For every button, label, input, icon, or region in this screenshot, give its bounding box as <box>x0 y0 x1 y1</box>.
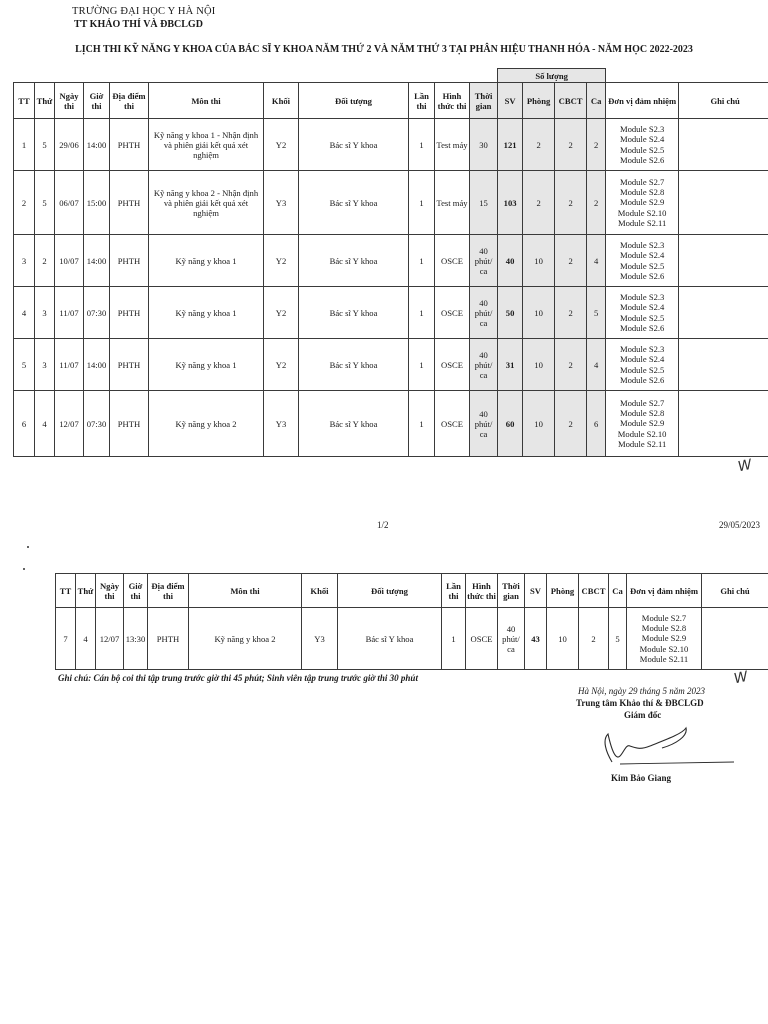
cell-doi-tuong: Bác sĩ Y khoa <box>299 339 409 391</box>
cell-cbct: 2 <box>555 339 587 391</box>
cell-doi-tuong: Bác sĩ Y khoa <box>299 235 409 287</box>
cell-sv: 31 <box>498 339 523 391</box>
cell-lan: 1 <box>409 171 435 235</box>
col-hinh-thuc: Hình thức thi <box>466 574 498 608</box>
cell-lan: 1 <box>409 287 435 339</box>
cell-thu: 3 <box>35 287 55 339</box>
col-sv: SV <box>498 83 523 119</box>
cell-tt: 6 <box>14 391 35 457</box>
cell-don-vi <box>606 287 679 339</box>
cell-thu: 5 <box>35 171 55 235</box>
cell-tt: 4 <box>14 287 35 339</box>
cell-gio: 15:00 <box>84 171 110 235</box>
cell-thoi-gian: 40 phút/ ca <box>498 608 525 670</box>
org-line-2: TT KHẢO THÍ VÀ ĐBCLGD <box>74 19 203 30</box>
col-don-vi: Đơn vị đảm nhiệm <box>627 574 702 608</box>
col-khoi: Khối <box>302 574 338 608</box>
module-item: Module S2.5 <box>619 364 665 375</box>
cell-ghi-chu <box>679 171 768 235</box>
cell-tt: 5 <box>14 339 35 391</box>
cell-hinh-thuc: OSCE <box>435 287 470 339</box>
cell-sv: 121 <box>498 119 523 171</box>
cell-tt: 2 <box>14 171 35 235</box>
cell-tt: 7 <box>56 608 76 670</box>
cell-mon: Kỹ năng y khoa 2 <box>189 608 302 670</box>
cell-phong: 2 <box>523 171 555 235</box>
cell-dia-diem: PHTH <box>148 608 189 670</box>
handwritten-initials: W <box>732 668 750 688</box>
col-ghi-chu: Ghi chú <box>679 83 768 119</box>
cell-phong: 10 <box>523 235 555 287</box>
cell-gio: 14:00 <box>84 235 110 287</box>
cell-sv: 50 <box>498 287 523 339</box>
cell-gio: 07:30 <box>84 287 110 339</box>
col-tt: TT <box>14 83 35 119</box>
cell-ca: 2 <box>587 119 606 171</box>
table-row <box>56 608 768 670</box>
col-cbct: CBCT <box>579 574 609 608</box>
module-item: Module S2.11 <box>639 653 689 664</box>
cell-doi-tuong: Bác sĩ Y khoa <box>299 119 409 171</box>
cell-mon: Kỹ năng y khoa 1 - Nhận định và phiên giải kết quả xét nghiệm <box>149 119 264 171</box>
cell-tt: 1 <box>14 119 35 171</box>
cell-ngay: 12/07 <box>55 391 84 457</box>
cell-don-vi <box>606 391 679 457</box>
module-item: Module S2.3 <box>619 344 665 355</box>
col-mon: Môn thi <box>189 574 302 608</box>
cell-cbct: 2 <box>555 119 587 171</box>
org-line-1: TRƯỜNG ĐẠI HỌC Y HÀ NỘI <box>72 6 216 17</box>
module-item: Module S2.5 <box>619 144 665 155</box>
cell-khoi: Y2 <box>264 235 299 287</box>
cell-dia-diem: PHTH <box>110 287 149 339</box>
scan-speck <box>23 568 25 570</box>
cell-hinh-thuc: OSCE <box>435 339 470 391</box>
col-phong: Phòng <box>547 574 579 608</box>
module-item: Module S2.6 <box>619 154 665 165</box>
cell-gio: 07:30 <box>84 391 110 457</box>
col-ca: Ca <box>609 574 627 608</box>
module-item: Module S2.4 <box>619 134 665 145</box>
cell-lan: 1 <box>409 391 435 457</box>
cell-ngay: 12/07 <box>96 608 124 670</box>
cell-doi-tuong: Bác sĩ Y khoa <box>299 391 409 457</box>
module-item: Module S2.8 <box>619 408 665 419</box>
module-item: Module S2.4 <box>619 250 665 261</box>
print-date: 29/05/2023 <box>719 520 761 530</box>
col-phong: Phòng <box>523 83 555 119</box>
cell-mon: Kỹ năng y khoa 2 - Nhận định và phiên giải kết quả xét nghiệm <box>149 171 264 235</box>
module-item: Module S2.10 <box>639 643 689 654</box>
handwritten-initials: W <box>736 456 754 476</box>
cell-cbct: 2 <box>555 171 587 235</box>
cell-phong: 2 <box>523 119 555 171</box>
col-gio: Giờ thi <box>124 574 148 608</box>
schedule-table-page-1 <box>13 68 768 457</box>
cell-phong: 10 <box>523 287 555 339</box>
table-row <box>14 339 768 391</box>
cell-thu: 3 <box>35 339 55 391</box>
cell-mon: Kỹ năng y khoa 2 <box>149 391 264 457</box>
cell-gio: 14:00 <box>84 119 110 171</box>
cell-cbct: 2 <box>555 287 587 339</box>
header-row-top <box>14 69 768 83</box>
quantity-group-header: Số lượng <box>498 69 606 83</box>
cell-doi-tuong: Bác sĩ Y khoa <box>299 171 409 235</box>
cell-hinh-thuc: OSCE <box>435 391 470 457</box>
signature-organization: Trung tâm Khảo thí & ĐBCLGD <box>576 698 704 708</box>
module-item: Module S2.7 <box>641 612 687 623</box>
signature-role: Giám đốc <box>624 710 662 720</box>
module-item: Module S2.4 <box>619 354 665 365</box>
cell-thu: 4 <box>35 391 55 457</box>
cell-don-vi <box>606 119 679 171</box>
col-mon: Môn thi <box>149 83 264 119</box>
cell-lan: 1 <box>409 119 435 171</box>
cell-thoi-gian: 40 phút/ ca <box>470 391 498 457</box>
col-don-vi: Đơn vị đảm nhiệm <box>606 83 679 119</box>
cell-don-vi <box>606 235 679 287</box>
cell-phong: 10 <box>523 339 555 391</box>
cell-ghi-chu <box>679 119 768 171</box>
module-item: Module S2.8 <box>641 623 687 634</box>
cell-dia-diem: PHTH <box>110 391 149 457</box>
col-gio: Giờ thi <box>84 83 110 119</box>
col-hinh-thuc: Hình thức thi <box>435 83 470 119</box>
col-khoi: Khối <box>264 83 299 119</box>
cell-cbct: 2 <box>555 235 587 287</box>
module-item: Module S2.5 <box>619 312 665 323</box>
col-ghi-chu: Ghi chú <box>702 574 768 608</box>
col-thu: Thứ <box>76 574 96 608</box>
col-cbct: CBCT <box>555 83 587 119</box>
module-item: Module S2.10 <box>617 207 667 218</box>
module-item: Module S2.7 <box>619 397 665 408</box>
header-row <box>56 574 768 608</box>
col-tt: TT <box>56 574 76 608</box>
cell-sv: 40 <box>498 235 523 287</box>
cell-thu: 4 <box>76 608 96 670</box>
module-item: Module S2.6 <box>619 270 665 281</box>
module-item: Module S2.10 <box>617 428 667 439</box>
module-item: Module S2.3 <box>619 240 665 251</box>
cell-tt: 3 <box>14 235 35 287</box>
table-row <box>14 287 768 339</box>
cell-ghi-chu <box>679 235 768 287</box>
cell-khoi: Y2 <box>264 339 299 391</box>
module-item: Module S2.4 <box>619 302 665 313</box>
module-item: Module S2.6 <box>619 374 665 385</box>
cell-don-vi <box>606 171 679 235</box>
header-row <box>14 83 768 119</box>
cell-hinh-thuc: Test máy <box>435 171 470 235</box>
scan-speck <box>27 546 29 548</box>
module-item: Module S2.11 <box>617 438 667 449</box>
table-row <box>14 235 768 287</box>
col-ngay: Ngày thi <box>96 574 124 608</box>
cell-khoi: Y3 <box>264 171 299 235</box>
col-thoi-gian: Thời gian <box>470 83 498 119</box>
cell-dia-diem: PHTH <box>110 339 149 391</box>
cell-khoi: Y2 <box>264 119 299 171</box>
col-doi-tuong: Đối tượng <box>338 574 442 608</box>
cell-ngay: 11/07 <box>55 287 84 339</box>
cell-hinh-thuc: OSCE <box>435 235 470 287</box>
col-ngay: Ngày thi <box>55 83 84 119</box>
module-item: Module S2.7 <box>619 176 665 187</box>
table-row <box>14 119 768 171</box>
col-dia-diem: Địa điểm thi <box>148 574 189 608</box>
cell-ngay: 11/07 <box>55 339 84 391</box>
cell-don-vi <box>627 608 702 670</box>
page-number: 1/2 <box>377 520 389 530</box>
cell-lan: 1 <box>409 235 435 287</box>
module-item: Module S2.3 <box>619 292 665 303</box>
cell-sv: 43 <box>525 608 547 670</box>
cell-mon: Kỹ năng y khoa 1 <box>149 339 264 391</box>
cell-ca: 4 <box>587 339 606 391</box>
cell-dia-diem: PHTH <box>110 235 149 287</box>
cell-thu: 2 <box>35 235 55 287</box>
col-dia-diem: Địa điểm thi <box>110 83 149 119</box>
module-item: Module S2.3 <box>619 124 665 135</box>
col-ca: Ca <box>587 83 606 119</box>
document-title: LỊCH THI KỸ NĂNG Y KHOA CỦA BÁC SĨ Y KHOA NĂM THỨ 2 VÀ NĂM THỨ 3 TẠI PHÂN HIỆU THANH HÓA - NĂM HỌC 2022-2023 <box>75 44 693 55</box>
cell-dia-diem: PHTH <box>110 171 149 235</box>
cell-mon: Kỹ năng y khoa 1 <box>149 287 264 339</box>
signer-name: Kim Bảo Giang <box>611 773 672 783</box>
cell-ghi-chu <box>679 339 768 391</box>
cell-mon: Kỹ năng y khoa 1 <box>149 235 264 287</box>
cell-gio: 13:30 <box>124 608 148 670</box>
cell-dia-diem: PHTH <box>110 119 149 171</box>
cell-ca: 6 <box>587 391 606 457</box>
cell-don-vi <box>606 339 679 391</box>
cell-doi-tuong: Bác sĩ Y khoa <box>338 608 442 670</box>
cell-thoi-gian: 40 phút/ ca <box>470 235 498 287</box>
cell-phong: 10 <box>547 608 579 670</box>
cell-doi-tuong: Bác sĩ Y khoa <box>299 287 409 339</box>
cell-hinh-thuc: OSCE <box>466 608 498 670</box>
cell-khoi: Y3 <box>264 391 299 457</box>
cell-ca: 2 <box>587 171 606 235</box>
cell-ghi-chu <box>679 287 768 339</box>
table-row <box>14 171 768 235</box>
cell-ca: 5 <box>609 608 627 670</box>
cell-ngay: 10/07 <box>55 235 84 287</box>
cell-khoi: Y2 <box>264 287 299 339</box>
footnote: Ghi chú: Cán bộ coi thi tập trung trước giờ thi 45 phút; Sinh viên tập trung trước giờ thi 30 phút <box>58 673 418 683</box>
cell-ngay: 06/07 <box>55 171 84 235</box>
cell-cbct: 2 <box>555 391 587 457</box>
cell-lan: 1 <box>442 608 466 670</box>
schedule-table-page-2 <box>55 573 768 670</box>
col-lan: Lần thi <box>442 574 466 608</box>
col-thoi-gian: Thời gian <box>498 574 525 608</box>
cell-thoi-gian: 15 <box>470 171 498 235</box>
module-item: Module S2.6 <box>619 322 665 333</box>
schedule-table-body <box>14 119 768 457</box>
col-sv: SV <box>525 574 547 608</box>
cell-ghi-chu <box>702 608 768 670</box>
table-row <box>14 391 768 457</box>
cell-sv: 103 <box>498 171 523 235</box>
cell-hinh-thuc: Test máy <box>435 119 470 171</box>
module-item: Module S2.8 <box>619 187 665 198</box>
col-thu: Thứ <box>35 83 55 119</box>
cell-thu: 5 <box>35 119 55 171</box>
cell-sv: 60 <box>498 391 523 457</box>
module-item: Module S2.9 <box>619 418 665 429</box>
cell-lan: 1 <box>409 339 435 391</box>
cell-phong: 10 <box>523 391 555 457</box>
cell-thoi-gian: 30 <box>470 119 498 171</box>
cell-thoi-gian: 40 phút/ ca <box>470 339 498 391</box>
col-doi-tuong: Đối tượng <box>299 83 409 119</box>
cell-gio: 14:00 <box>84 339 110 391</box>
module-item: Module S2.5 <box>619 260 665 271</box>
cell-cbct: 2 <box>579 608 609 670</box>
signature-date: Hà Nội, ngày 29 tháng 5 năm 2023 <box>578 686 705 696</box>
schedule-table-body <box>56 608 768 670</box>
col-lan: Lần thi <box>409 83 435 119</box>
cell-ghi-chu <box>679 391 768 457</box>
cell-thoi-gian: 40 phút/ ca <box>470 287 498 339</box>
cell-ngay: 29/06 <box>55 119 84 171</box>
handwritten-signature <box>590 722 740 772</box>
module-item: Module S2.11 <box>617 217 667 228</box>
cell-ca: 5 <box>587 287 606 339</box>
cell-ca: 4 <box>587 235 606 287</box>
module-item: Module S2.9 <box>641 633 687 644</box>
cell-khoi: Y3 <box>302 608 338 670</box>
module-item: Module S2.9 <box>619 197 665 208</box>
